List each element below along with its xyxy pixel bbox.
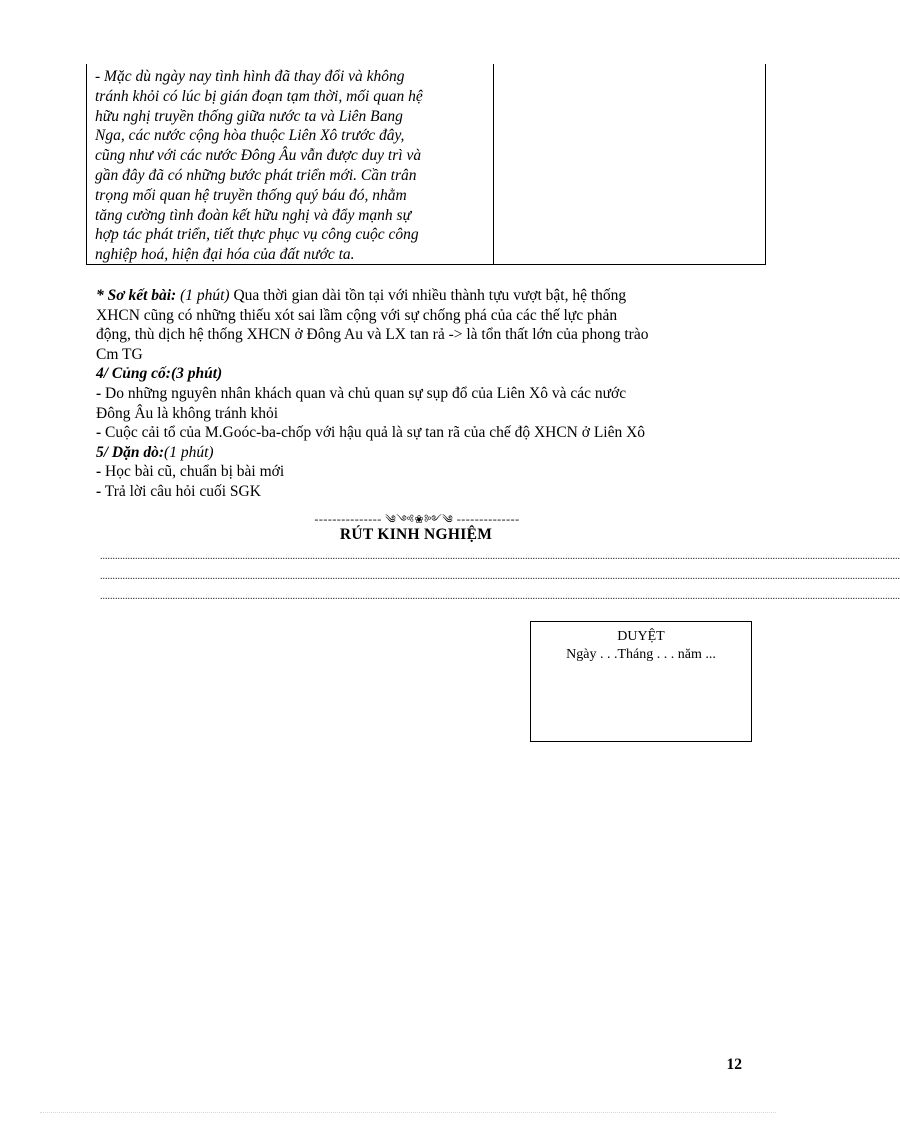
homework-item xyxy=(96,462,746,482)
homework-item xyxy=(96,482,746,502)
table-cell-left xyxy=(95,67,487,265)
consolidation-item xyxy=(96,384,746,404)
experience-title: RÚT KINH NGHIỆM xyxy=(339,526,493,543)
consolidation-item xyxy=(96,423,746,443)
summary-paragraph xyxy=(96,286,746,306)
bullet-dash: - xyxy=(96,384,102,402)
content-table-fragment xyxy=(86,64,766,265)
summary-time: (1 phút) xyxy=(176,287,230,304)
bullet-dash: - xyxy=(96,482,102,500)
summary-line: Qua thời gian dài tồn tại với nhiều thành tựu vượt bật, hệ thống xyxy=(229,287,627,304)
bullet-dash: - xyxy=(96,463,102,481)
page-number: 12 xyxy=(726,1056,742,1073)
table-cell-line: gần đây đã có những bước phát triển mới. Cần trân xyxy=(95,166,417,184)
homework-time: (1 phút) xyxy=(164,443,214,461)
page-bottom-border xyxy=(40,1112,776,1113)
table-cell-line: tránh khỏi có lúc bị gián đoạn tạm thời, mối quan hệ xyxy=(95,87,423,105)
table-cell-line: - Mặc dù ngày nay tình hình đã thay đổi và không xyxy=(95,68,405,85)
consolidation-label: 4/ Củng cố: xyxy=(96,365,171,383)
consolidation-time: (3 phút) xyxy=(170,365,223,383)
approval-date-line: Ngày . . .Tháng . . . năm ... xyxy=(566,647,716,662)
summary-line: Cm TG xyxy=(96,345,143,363)
experience-dotted-line: ................................................................................................................................................................................................................................................................................................................................ xyxy=(100,571,900,582)
table-cell-line: Nga, các nước cộng hòa thuộc Liên Xô trước đây, xyxy=(95,127,405,145)
homework-label: 5/ Dặn dò: xyxy=(96,443,165,461)
homework-item-text: Trả lời câu hỏi cuối SGK xyxy=(101,482,261,500)
approval-box xyxy=(530,621,752,742)
experience-dotted-line: ................................................................................................................................................................................................................................................................................................................................ xyxy=(100,551,900,562)
consolidation-item-continuation: Đông Âu là không tránh khỏi xyxy=(96,404,279,422)
ornament-icon: ༄༺❀༻༄ xyxy=(385,514,454,526)
summary-line: XHCN cũng có những thiếu xót sai lầm cộng với sự chống phá của các thế lực phản xyxy=(96,306,618,324)
consolidation-heading xyxy=(96,364,746,384)
table-cell-line: hữu nghị truyền thống giữa nước ta và Liên Bang xyxy=(95,107,403,125)
separator-dashes-right: -------------- xyxy=(456,512,520,526)
summary-line: động, thù dịch hệ thống XHCN ở Đông Au và LX tan rả -> là tổn thất lớn của phong trào xyxy=(96,326,649,344)
table-cell-line: trọng mối quan hệ truyền thống quý báu đó, nhằm xyxy=(95,186,407,204)
experience-dotted-line: ................................................................................................................................................................................................................................................................................................................................ xyxy=(100,591,900,602)
consolidation-item-text: Cuộc cải tổ của M.Goóc-ba-chốp với hậu quả là sự tan rã của chế độ XHCN ở Liên Xô xyxy=(101,424,646,442)
table-column-divider xyxy=(493,64,494,264)
summary-label: * Sơ kết bài: xyxy=(96,287,177,304)
consolidation-item-text: Do những nguyên nhân khách quan và chủ quan sự sụp đổ của Liên Xô và các nước xyxy=(101,384,627,402)
homework-item-text: Học bài cũ, chuẩn bị bài mới xyxy=(101,463,285,481)
approval-title: DUYỆT xyxy=(617,629,665,644)
lesson-body xyxy=(96,286,746,502)
table-cell-line: nghiệp hoá, hiện đại hóa của đất nước ta. xyxy=(95,246,355,264)
table-cell-line: tăng cường tình đoàn kết hữu nghị và đẩy mạnh sự xyxy=(95,206,412,224)
bullet-dash: - xyxy=(96,424,102,442)
table-cell-line: hợp tác phát triển, tiết thực phục vụ công cuộc công xyxy=(95,226,419,244)
table-cell-line: cũng như với các nước Đông Âu vẫn được duy trì và xyxy=(95,147,422,165)
homework-heading xyxy=(96,443,746,463)
separator-dashes-left: --------------- xyxy=(314,512,382,526)
